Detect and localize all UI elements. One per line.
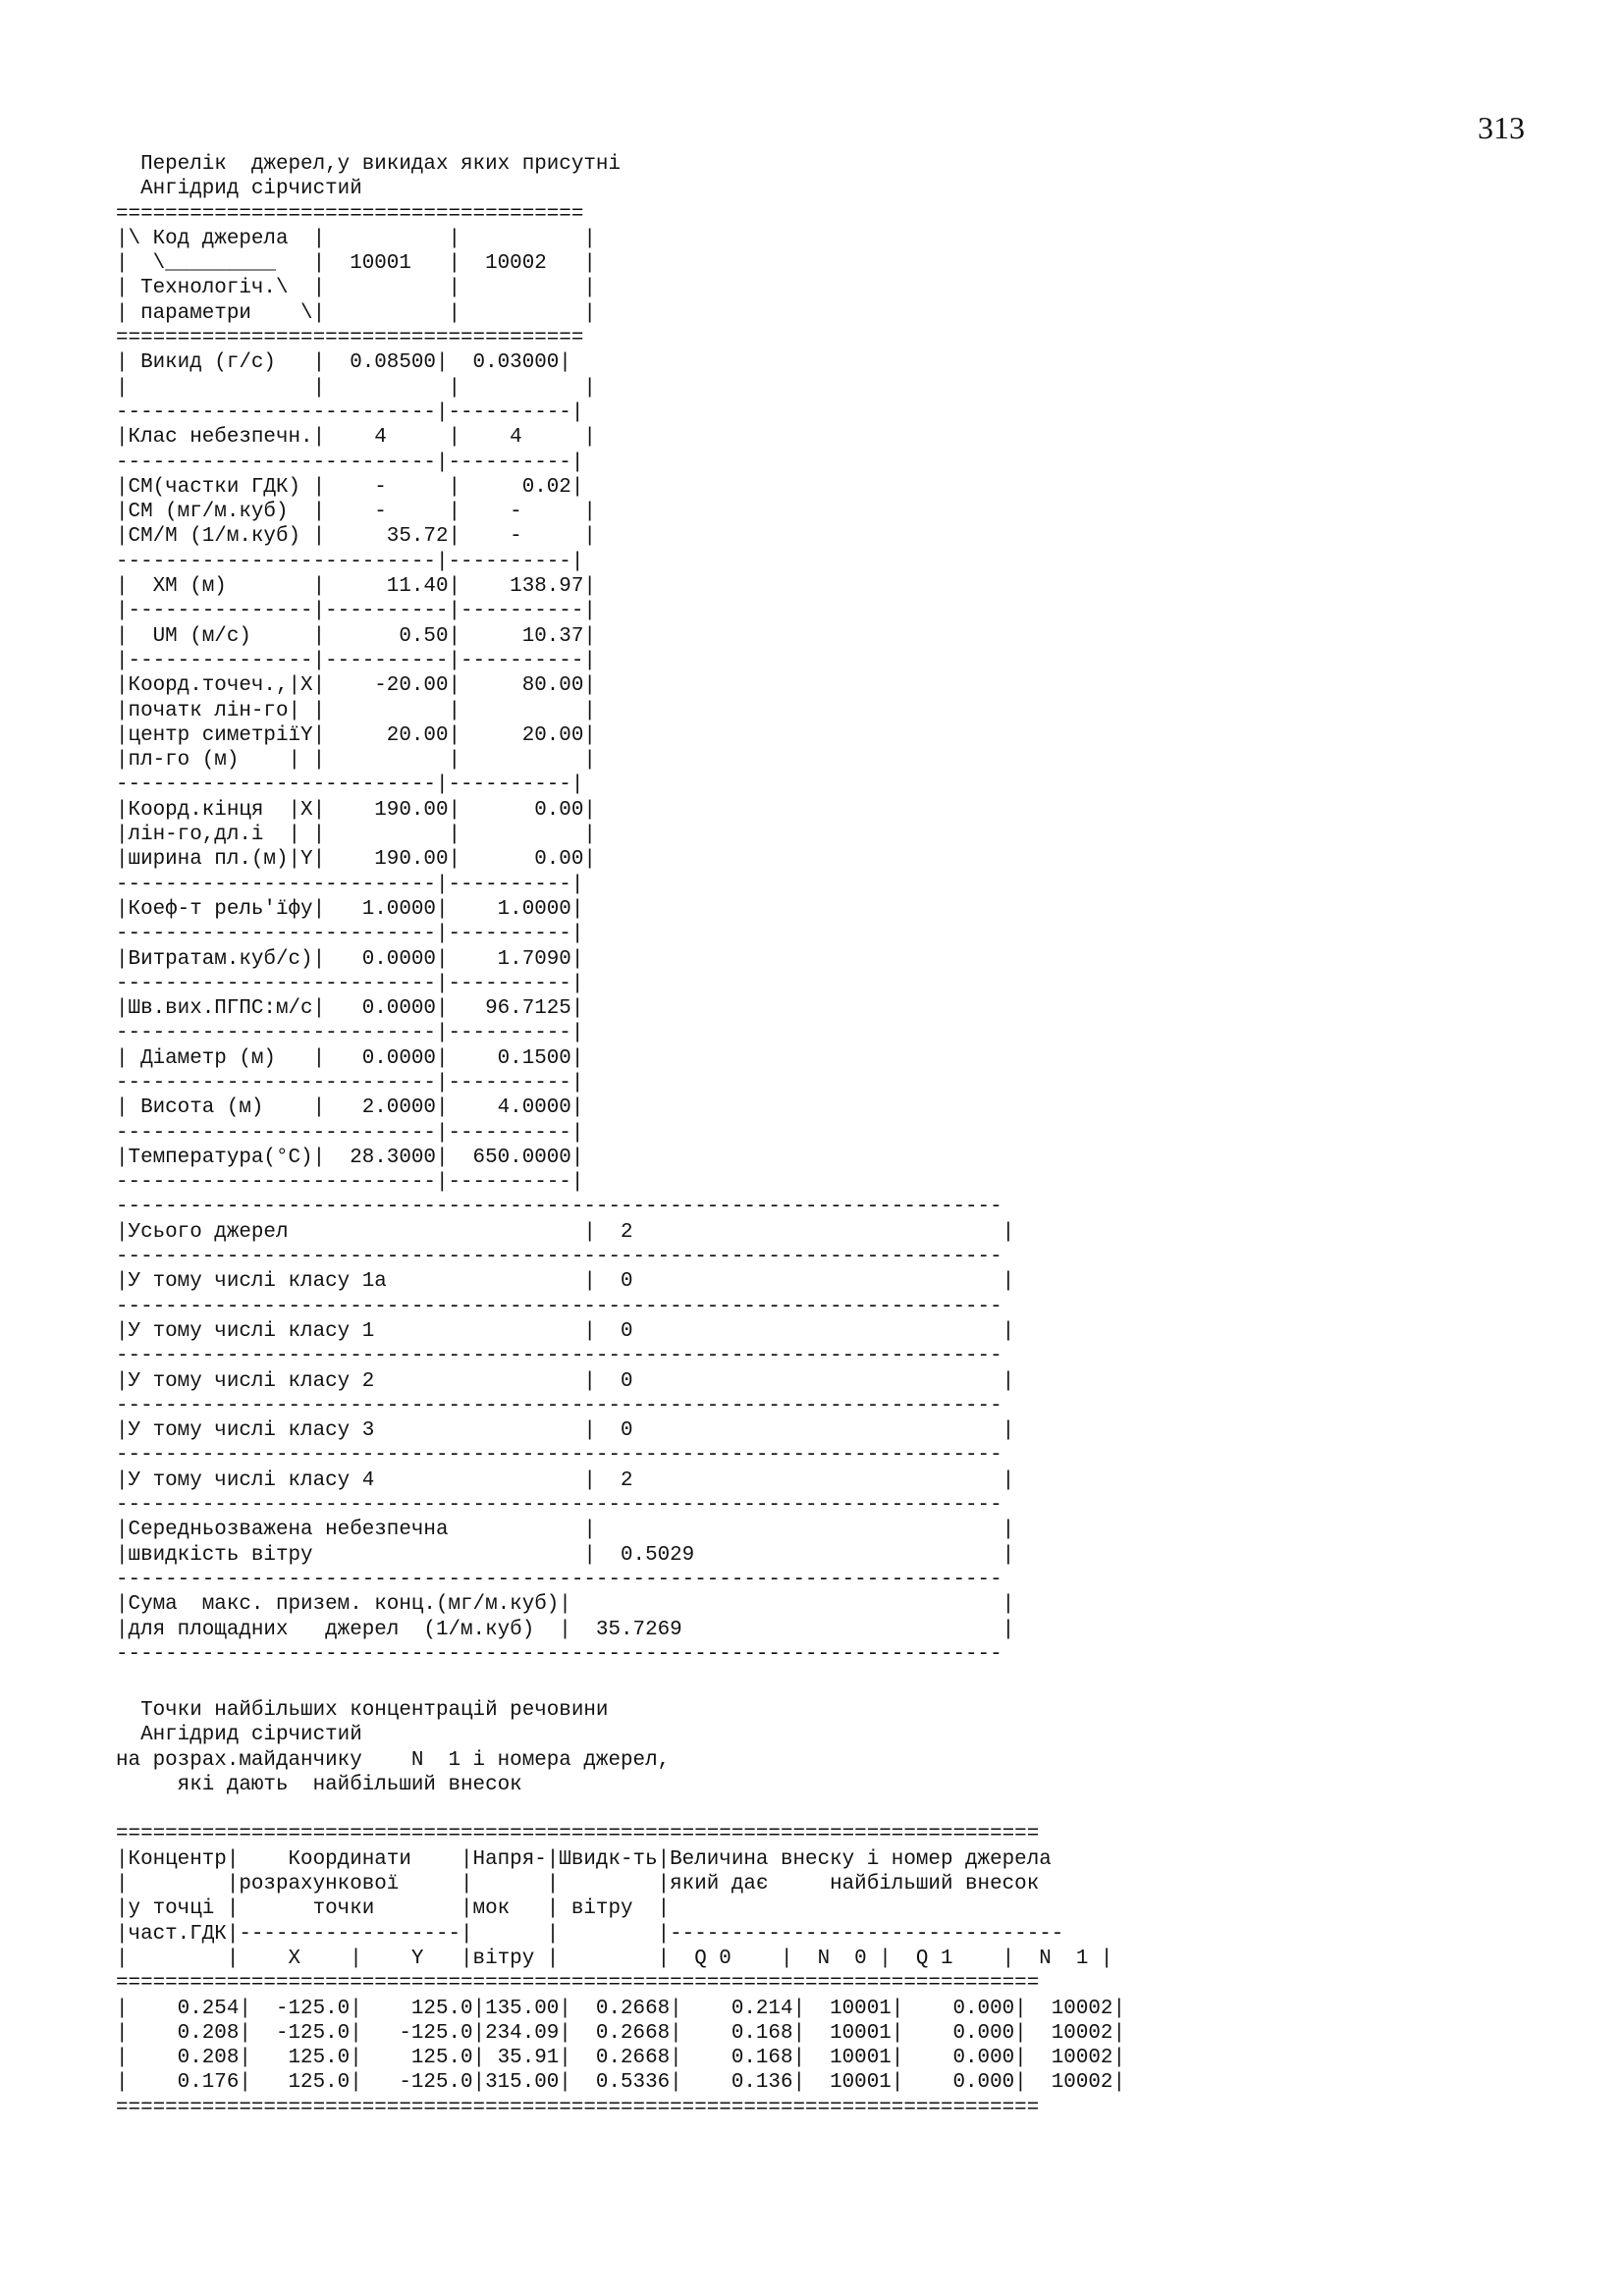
text-line: |Середньозважена небезпечна | |: [116, 1519, 1015, 1542]
text-line: | \_________ | 10001 | 10002 |: [116, 252, 596, 276]
text-line: |для площадних джерел (1/м.куб) | 35.7269 |: [116, 1618, 1015, 1641]
text-line: |пл-го (м) | | | |: [116, 749, 596, 773]
text-line: | UM (м/с) | 0.50| 10.37|: [116, 624, 596, 648]
text-line: |---------------|----------|----------|: [116, 649, 596, 672]
text-line: |У тому числі класу 4 | 2 |: [116, 1468, 1015, 1492]
text-line: |Усього джерел | 2 |: [116, 1220, 1015, 1244]
text-line: --------------------------|----------|: [116, 774, 584, 797]
page-number: 313: [1478, 110, 1525, 145]
text-line: | 0.176| 125.0| -125.0|315.00| 0.5336| 0.136| 10001| 0.000| 10002|: [116, 2071, 1125, 2095]
text-line: |лін-го,дл.і | | | |: [116, 824, 596, 847]
text-line: |Концентр| Координати |Напря-|Швидк-ть|Величина внеску і номер джерела: [116, 1847, 1052, 1871]
text-line: --------------------------|----------|: [116, 923, 584, 946]
text-line: ===========================================================================: [116, 1823, 1040, 1846]
text-line: |\ Код джерела | | |: [116, 227, 596, 250]
text-line: --------------------------|----------|: [116, 1121, 584, 1145]
text-line: | Викид (г/с) | 0.08500| 0.03000|: [116, 351, 571, 375]
text-line: |У тому числі класу 1а | 0 |: [116, 1270, 1015, 1294]
text-line: ------------------------------------------------------------------------: [116, 1394, 1002, 1417]
text-line: --------------------------|----------|: [116, 1171, 584, 1195]
text-line: |---------------|----------|----------|: [116, 600, 596, 623]
text-line: |У тому числі класу 2 | 0 |: [116, 1369, 1015, 1393]
text-line: Ангідрид сірчистий: [116, 178, 362, 201]
text-line: --------------------------|----------|: [116, 1022, 584, 1045]
text-line: [116, 1797, 1125, 1822]
text-line: --------------------------|----------|: [116, 873, 584, 896]
text-line: |СМ (мг/м.куб) | - | - |: [116, 501, 596, 524]
text-line: ------------------------------------------------------------------------: [116, 1494, 1002, 1518]
text-line: |СМ/М (1/м.куб) | 35.72| - |: [116, 525, 596, 549]
text-line: --------------------------|----------|: [116, 550, 584, 573]
text-line: |Клас небезпечн.| 4 | 4 |: [116, 426, 596, 450]
text-line: ===========================================================================: [116, 2096, 1040, 2119]
text-line: | |розрахункової | | |який дає найбільший внесок: [116, 1873, 1040, 1896]
text-line: |швидкість вітру | 0.5029 |: [116, 1543, 1015, 1567]
max-concentration-points-table: [116, 1698, 1125, 2120]
text-line: --------------------------|----------|: [116, 972, 584, 995]
text-line: ------------------------------------------------------------------------: [116, 1444, 1002, 1468]
text-line: |Витратам.куб/с)| 0.0000| 1.7090|: [116, 947, 584, 971]
text-line: |у точці | точки |мок | вітру |: [116, 1897, 671, 1921]
text-line: | 0.208| 125.0| 125.0| 35.91| 0.2668| 0.168| 10001| 0.000| 10002|: [116, 2047, 1125, 2070]
text-line: |Коорд.точеч.,|Х| -20.00| 80.00|: [116, 674, 596, 698]
text-line: | | | |: [116, 376, 596, 400]
text-line: | | X | Y |вітру | | Q 0 | N 0 | Q 1 | N 1 |: [116, 1947, 1113, 1970]
text-line: Точки найбільших концентрацій речовини: [116, 1699, 609, 1722]
text-line: |Коорд.кінця |Х| 190.00| 0.00|: [116, 798, 596, 822]
text-line: --------------------------|----------|: [116, 1071, 584, 1095]
text-line: | ХМ (м) | 11.40| 138.97|: [116, 575, 596, 599]
text-line: ------------------------------------------------------------------------: [116, 1295, 1002, 1318]
text-line: | Технологіч.\ | | |: [116, 277, 596, 300]
text-line: ======================================: [116, 327, 584, 350]
text-line: |У тому числі класу 1 | 0 |: [116, 1319, 1015, 1343]
text-line: |Коеф-т рель'їфу| 1.0000| 1.0000|: [116, 897, 584, 921]
sources-parameters-table: [116, 152, 1014, 1667]
text-line: | 0.208| -125.0| -125.0|234.09| 0.2668| 0.168| 10001| 0.000| 10002|: [116, 2021, 1125, 2045]
text-line: |част.ГДК|------------------| | |--------------------------------: [116, 1922, 1064, 1946]
text-line: | Висота (м) | 2.0000| 4.0000|: [116, 1096, 584, 1120]
text-line: | Діаметр (м) | 0.0000| 0.1500|: [116, 1046, 584, 1070]
text-line: ------------------------------------------------------------------------: [116, 1345, 1002, 1368]
text-line: |ширина пл.(м)|Y| 190.00| 0.00|: [116, 848, 596, 872]
text-line: ======================================: [116, 202, 584, 226]
text-line: ------------------------------------------------------------------------: [116, 1642, 1002, 1666]
text-line: |СМ(частки ГДК) | - | 0.02|: [116, 475, 584, 499]
text-line: |центр симетріїY| 20.00| 20.00|: [116, 723, 596, 747]
text-line: |Сума макс. призем. конц.(мг/м.куб)| |: [116, 1593, 1015, 1617]
text-line: |Шв.вих.ПГПС:м/с| 0.0000| 96.7125|: [116, 997, 584, 1021]
text-line: Ангідрид сірчистий: [116, 1724, 362, 1747]
text-line: Перелік джерел,у викидах яких присутні: [116, 153, 621, 176]
text-line: |початк лін-го| | | |: [116, 699, 596, 722]
text-line: | параметри \| | |: [116, 301, 596, 325]
text-line: ------------------------------------------------------------------------: [116, 1568, 1002, 1591]
text-line: |У тому числі класу 3 | 0 |: [116, 1419, 1015, 1443]
text-line: --------------------------|----------|: [116, 451, 584, 474]
text-line: | 0.254| -125.0| 125.0|135.00| 0.2668| 0.214| 10001| 0.000| 10002|: [116, 1997, 1125, 2020]
text-line: ------------------------------------------------------------------------: [116, 1196, 1002, 1219]
text-line: ------------------------------------------------------------------------: [116, 1246, 1002, 1269]
text-line: які дають найбільший внесок: [116, 1773, 522, 1796]
text-line: --------------------------|----------|: [116, 400, 584, 424]
text-line: ===========================================================================: [116, 1972, 1040, 1996]
text-line: |Температура(°С)| 28.3000| 650.0000|: [116, 1146, 584, 1169]
text-line: на розрах.майданчику N 1 і номера джерел,: [116, 1748, 671, 1772]
